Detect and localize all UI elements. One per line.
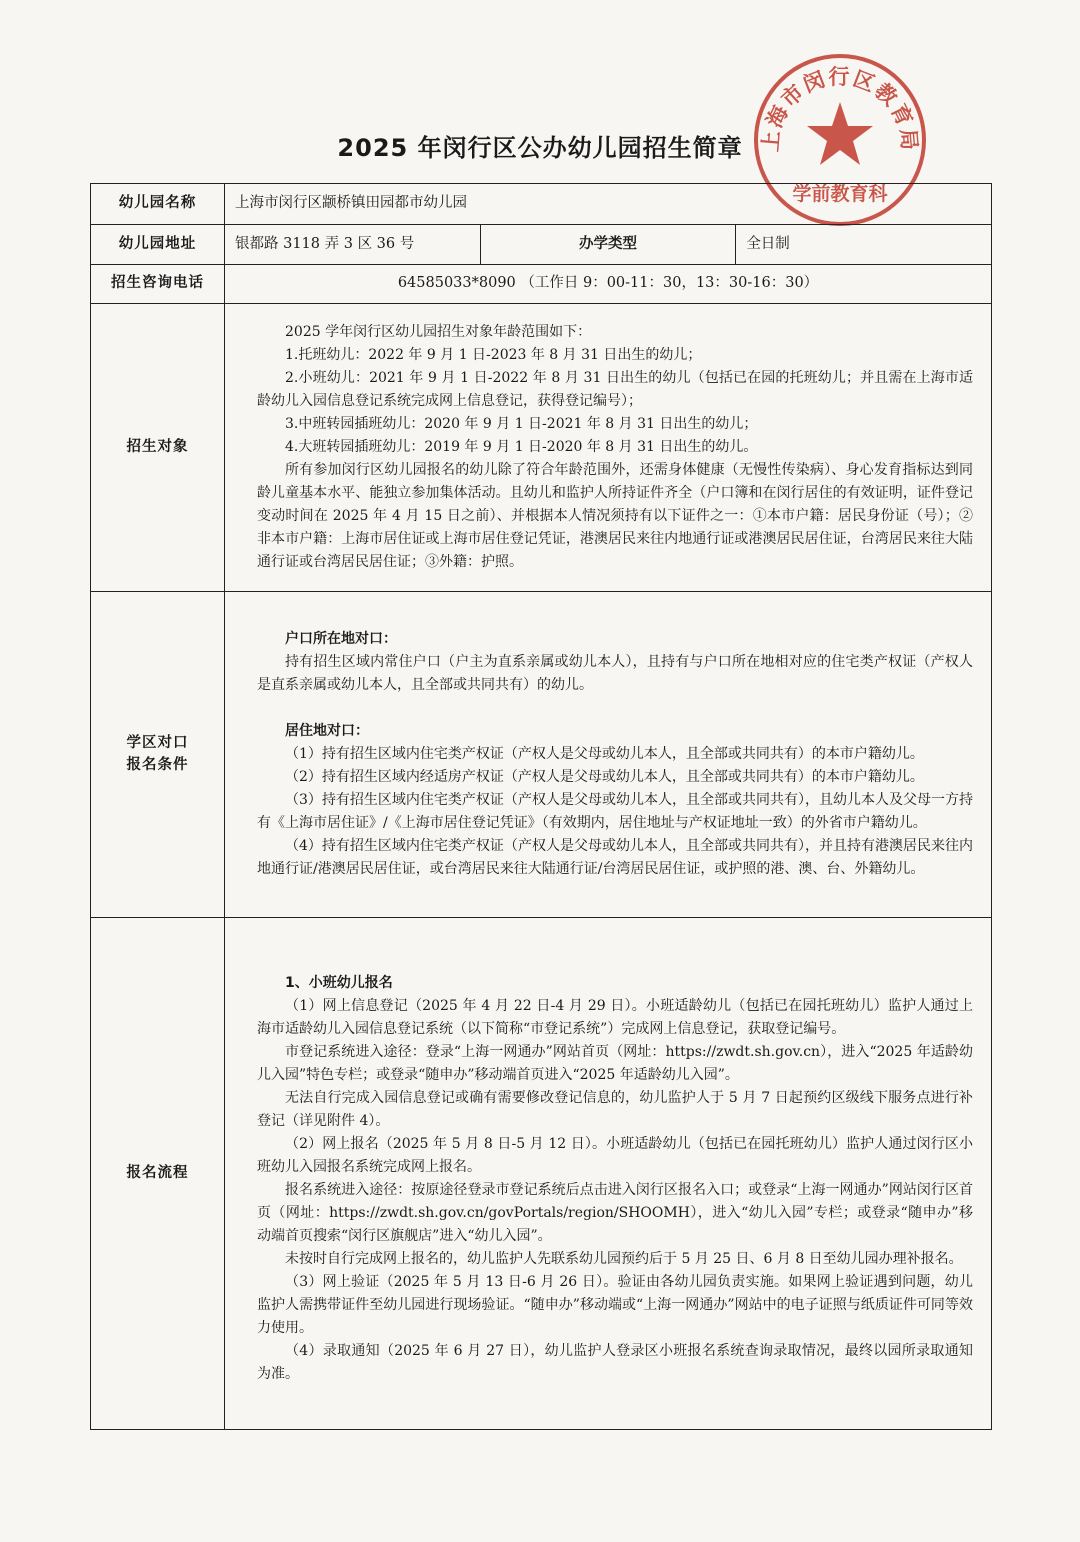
name-value: 上海市闵行区颛桥镇田园都市幼儿园: [225, 184, 992, 225]
process-para: （3）网上验证（2025 年 5 月 13 日-6 月 26 日）。验证由各幼儿园负责实施。如果网上验证遇到问题，幼儿监护人需携带证件至幼儿园进行现场验证。“随申办”移动端或“上海一网通办”网站中的电子证照与纸质证件可同等效力使用。: [257, 1273, 973, 1336]
target-line: 2.小班幼儿：2021 年 9 月 1 日-2022 年 8 月 31 日出生的幼儿（包括已在园的托班幼儿；并且需在上海市适龄幼儿入园信息登记系统完成网上信息登记，获得登记编号）；: [257, 370, 973, 409]
target-label: 招生对象: [91, 304, 225, 592]
process-heading: 1、小班幼儿报名: [285, 974, 393, 991]
district-content: [225, 592, 992, 918]
process-para: 报名系统进入途径：按原途径登录市登记系统后点击进入闵行区报名入口；或登录“上海一网通办”网站闵行区首页（网址：https://zwdt.sh.gov.cn/govPortals/region/SHOOMH），进入“幼儿入园”专栏；或登录“随申办”移动端首页搜索“闵行区旗舰店”进入“幼儿入园”。: [257, 1181, 973, 1244]
process-para: （1）网上信息登记（2025 年 4 月 22 日-4 月 29 日）。小班适龄幼儿（包括已在园托班幼儿）监护人通过上海市适龄幼儿入园信息登记系统（以下简称“市登记系统”）完成网上信息登记，获取登记编号。: [257, 997, 973, 1037]
name-label: 幼儿园名称: [91, 184, 225, 225]
hukou-title: 户口所在地对口：: [285, 631, 397, 647]
district-label: [91, 592, 225, 918]
target-line: 3.中班转园插班幼儿：2020 年 9 月 1 日-2021 年 8 月 31 日出生的幼儿；: [285, 416, 758, 432]
process-para: （2）网上报名（2025 年 5 月 8 日-5 月 12 日）。小班适龄幼儿（包括已在园托班幼儿）监护人通过闵行区小班幼儿入园报名系统完成网上报名。: [257, 1135, 973, 1175]
district-label-line2: 报名条件: [126, 756, 189, 773]
seal-org-text: 上海市闵行区教育局: [758, 65, 922, 153]
process-para: 市登记系统进入途径：登录“上海一网通办”网站首页（网址：https://zwdt.sh.gov.cn），进入“2025 年适龄幼儿入园”特色专栏；或登录“随申办”移动端首页进入“2025 年适龄幼儿入园”。: [257, 1043, 973, 1083]
address-label: 幼儿园地址: [91, 225, 225, 265]
residence-item: （2）持有招生区域内经适房产权证（产权人是父母或幼儿本人，且全部或共同共有）的本市户籍幼儿。: [285, 769, 924, 785]
target-line: 所有参加闵行区幼儿园报名的幼儿除了符合年龄范围外，还需身体健康（无慢性传染病）、身心发育指标达到同龄儿童基本水平、能独立参加集体活动。且幼儿和监护人所持证件齐全（户口簿和在闵行居住的有效证明，证件登记变动时间在 2025 年 4 月 15 日之前）、并根据本人情况须持有以下证件之一：①本市户籍：居民身份证（号）；②非本市户籍：上海市居住证或上海市居住登记凭证，港澳居民来往内地通行证或港澳居民居住证，台湾居民来往大陆通行证或台湾居民居住证；③外籍：护照。: [257, 462, 973, 570]
admission-table: [90, 183, 992, 1430]
seal-dept-text: 学前教育科: [792, 183, 888, 205]
target-content: [225, 304, 992, 592]
type-label: 办学类型: [480, 225, 736, 265]
target-line: 2025 学年闵行区幼儿园招生对象年龄范围如下：: [285, 324, 592, 340]
residence-title: 居住地对口：: [285, 723, 369, 739]
address-value: 银都路 3118 弄 3 区 36 号: [225, 225, 481, 265]
residence-item: （1）持有招生区域内住宅类产权证（产权人是父母或幼儿本人，且全部或共同共有）的本市户籍幼儿。: [285, 746, 924, 762]
phone-value: 64585033*8090 （工作日 9：00-11：30，13：30-16：30）: [225, 265, 992, 304]
residence-item: （4）持有招生区域内住宅类产权证（产权人是父母或幼儿本人，且全部或共同共有），并且持有港澳居民来往内地通行证/港澳居民居住证，或台湾居民来往大陆通行证/台湾居民居住证，或护照的港、澳、台、外籍幼儿。: [257, 838, 973, 877]
target-line: 4.大班转园插班幼儿：2019 年 9 月 1 日-2020 年 8 月 31 日出生的幼儿。: [285, 439, 758, 455]
page-title: 2025 年闵行区公办幼儿园招生简章: [337, 134, 743, 162]
type-value: 全日制: [736, 225, 992, 265]
process-para: 未按时自行完成网上报名的，幼儿监护人先联系幼儿园预约后于 5 月 25 日、6 月 8 日至幼儿园办理补报名。: [285, 1250, 963, 1267]
process-label: 报名流程: [91, 918, 225, 1430]
process-para: 无法自行完成入园信息登记或确有需要修改登记信息的，幼儿监护人于 5 月 7 日起预约区级线下服务点进行补登记（详见附件 4）。: [257, 1089, 973, 1129]
district-label-line1: 学区对口: [126, 734, 189, 751]
residence-item: （3）持有招生区域内住宅类产权证（产权人是父母或幼儿本人，且全部或共同共有），且幼儿本人及父母一方持有《上海市居住证》/《上海市居住登记凭证》（有效期内，居住地址与产权证地址一致）的外省市户籍幼儿。: [257, 792, 973, 831]
star-icon: [807, 102, 873, 165]
hukou-text: 持有招生区域内常住户口（户主为直系亲属或幼儿本人），且持有与户口所在地相对应的住宅类产权证（产权人是直系亲属或幼儿本人，且全部或共同共有）的幼儿。: [257, 654, 973, 693]
process-para: （4）录取通知（2025 年 6 月 27 日），幼儿监护人登录区小班报名系统查询录取情况，最终以园所录取通知为准。: [257, 1342, 973, 1382]
process-content: [225, 918, 992, 1430]
target-line: 1.托班幼儿：2022 年 9 月 1 日-2023 年 8 月 31 日出生的幼儿；: [285, 347, 702, 363]
phone-label: 招生咨询电话: [91, 265, 225, 304]
